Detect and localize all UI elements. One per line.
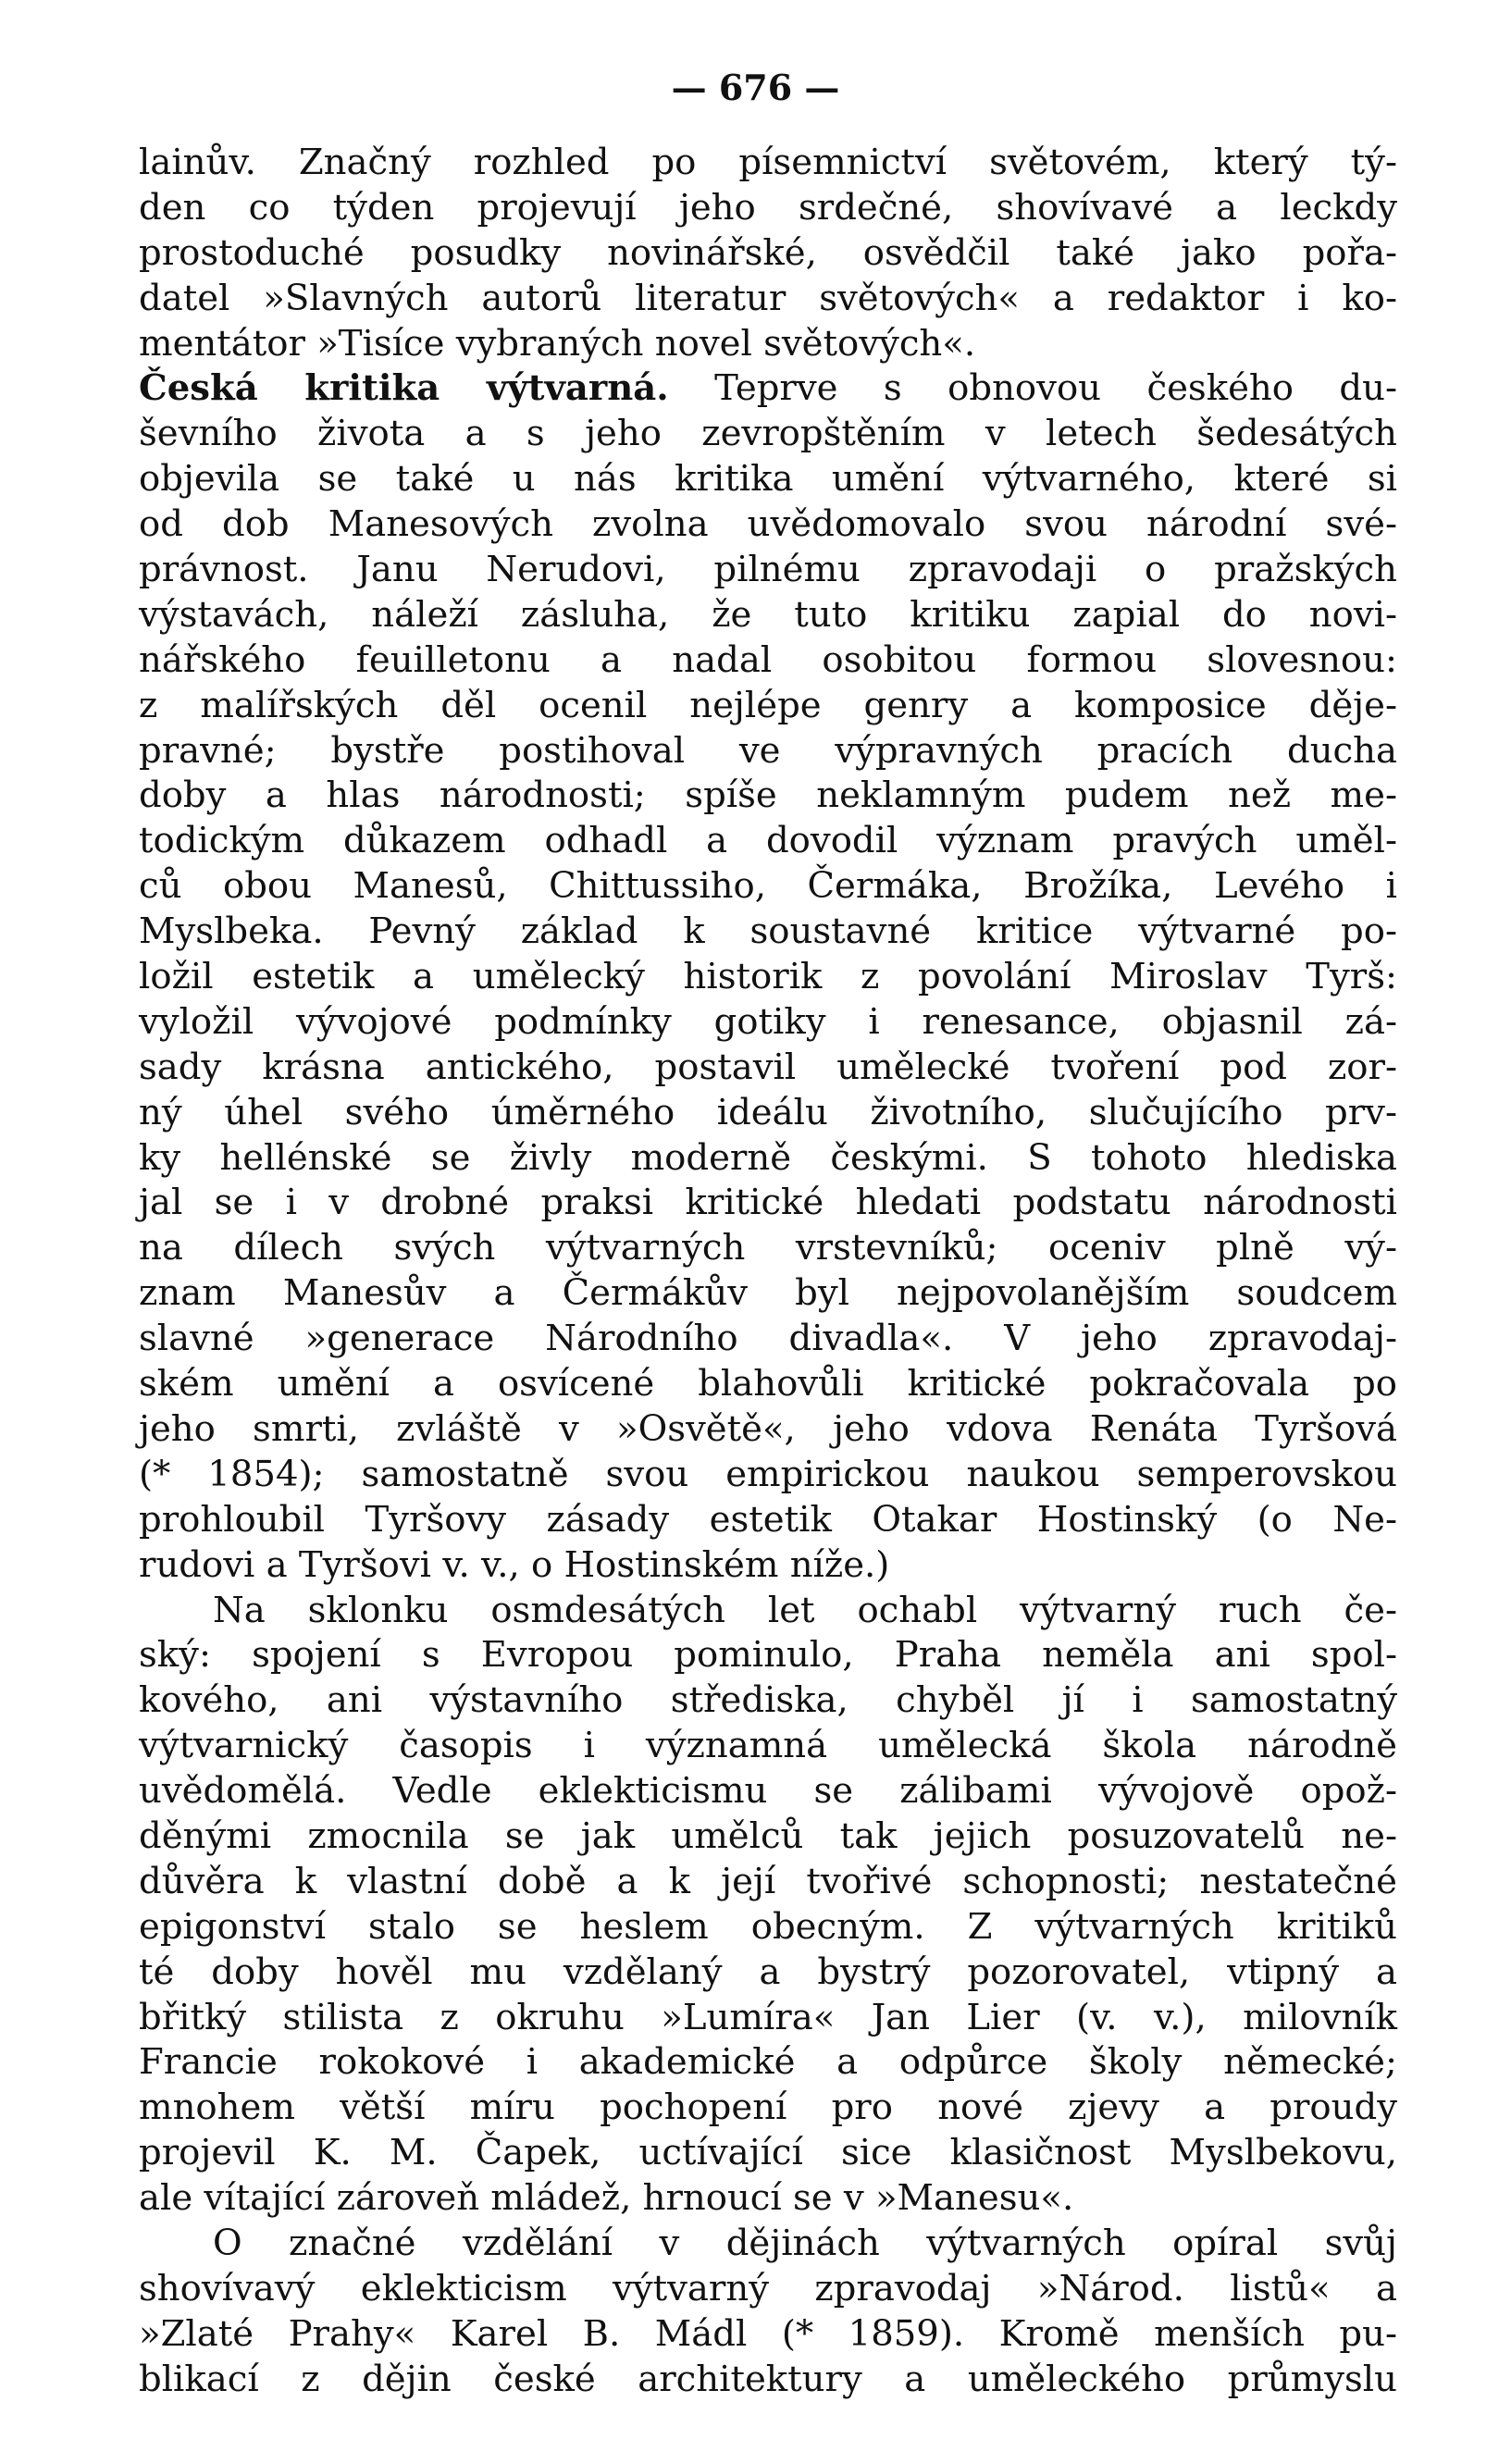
text-line: mnohem větší míru pochopení pro nové zjevy a proudy (139, 2086, 1397, 2129)
text-line: ložil estetik a umělecký historik z povolání Miroslav Tyrš: (139, 956, 1397, 998)
text-line: todickým důkazem odhadl a dovodil význam pravých uměl- (139, 820, 1397, 862)
text-line: mentátor »Tisíce vybraných novel světových«. (139, 322, 976, 365)
text-line: na dílech svých výtvarných vrstevníků; oceniv plně vý- (139, 1227, 1397, 1269)
text-line: důvěra k vlastní době a k její tvořivé schopnosti; nestatečné (139, 1860, 1397, 1902)
text-line: z malířských děl ocenil nejlépe genry a komposice děje- (139, 684, 1397, 726)
text-line-rest: Teprve s obnovou českého du- (668, 367, 1397, 410)
text-line: výtvarnický časopis i významná umělecká škola národně (139, 1725, 1397, 1767)
text-line: Francie rokokové i akademické a odpůrce školy německé; (139, 2041, 1397, 2084)
text-line: prostoduché posudky novinářské, osvědčil také jako pořa- (139, 231, 1397, 274)
text-line: den co týden projevují jeho srdečné, shovívavé a leckdy (139, 186, 1397, 229)
text-line: prohloubil Tyršovy zásady estetik Otakar Hostinský (o Ne- (139, 1498, 1397, 1541)
text-line: ševního života a s jeho zevropštěním v letech šedesátých (139, 413, 1397, 455)
text-line: slavné »generace Národního divadla«. V jeho zpravodaj- (139, 1318, 1397, 1360)
text-line: Na sklonku osmdesátých let ochabl výtvarný ruch če- (213, 1589, 1397, 1631)
text-line: ky hellénské se živly moderně českými. S tohoto hlediska (139, 1136, 1397, 1179)
text-line: O značné vzdělání v dějinách výtvarných opíral svůj (213, 2222, 1397, 2264)
text-line: kového, ani výstavního střediska, chyběl jí i samostatný (139, 1679, 1397, 1722)
text-line: uvědomělá. Vedle eklekticismu se zálibami vývojově opož- (139, 1770, 1397, 1813)
text-line: doby a hlas národnosti; spíše neklamným pudem než me- (139, 774, 1397, 817)
text-line: ském umění a osvícené blahovůli kritické pokračovala po (139, 1363, 1397, 1405)
text-line: ný úhel svého úměrného ideálu životního, slučujícího prv- (139, 1091, 1397, 1133)
text-line: ský: spojení s Evropou pominulo, Praha neměla ani spol- (139, 1634, 1397, 1677)
text-line: té doby hověl mu vzdělaný a bystrý pozorovatel, vtipný a (139, 1950, 1397, 1993)
text-line: projevil K. M. Čapek, uctívající sice klasičnost Myslbekovu, (139, 2132, 1397, 2174)
text-line: ale vítající zároveň mládež, hrnoucí se v »Manesu«. (139, 2177, 1074, 2220)
text-line: znam Manesův a Čermákův byl nejpovolanějším soudcem (139, 1272, 1397, 1315)
text-line: vyložil vývojové podmínky gotiky i renesance, objasnil zá- (139, 1000, 1397, 1043)
text-line: děnými zmocnila se jak umělců tak jejich posuzovatelů ne- (139, 1814, 1397, 1857)
text-line: lainův. Značný rozhled po písemnictví světovém, který tý- (139, 142, 1397, 183)
text-line: sady krásna antického, postavil umělecké tvoření pod zor- (139, 1046, 1397, 1088)
body-text (139, 141, 1397, 2403)
text-line: rudovi a Tyršovi v. v., o Hostinském níže.) (139, 1543, 890, 1586)
text-line: pravné; bystře postihoval ve výpravných pracích ducha (139, 729, 1397, 772)
text-line: objevila se také u nás kritika umění výtvarného, které si (139, 458, 1397, 501)
text-line: ců obou Manesů, Chittussiho, Čermáka, Brožíka, Levého i (139, 865, 1397, 908)
text-line: »Zlaté Prahy« Karel B. Mádl (* 1859). Kromě menších pu- (139, 2312, 1397, 2355)
text-line: blikací z dějin české architektury a uměleckého průmyslu (139, 2358, 1397, 2400)
page-number: — 676 — (671, 67, 840, 108)
text-line: jal se i v drobné praksi kritické hledati podstatu národnosti (139, 1182, 1397, 1224)
text-line: od dob Manesových zvolna uvědomovalo svou národní své- (139, 503, 1397, 546)
text-line: výstavách, náleží zásluha, že tuto kritiku zapial do novi- (139, 593, 1397, 636)
section-heading: Česká kritika výtvarná. (139, 367, 669, 410)
text-line: shovívavý eklekticism výtvarný zpravodaj »Národ. listů« a (139, 2267, 1397, 2309)
text-line (139, 366, 1397, 412)
text-line: jeho smrti, zvláště v »Osvětě«, jeho vdova Renáta Tyršová (139, 1407, 1397, 1450)
text-line: datel »Slavných autorů literatur světových« a redaktor i ko- (139, 277, 1397, 319)
text-line: Myslbeka. Pevný základ k soustavné kritice výtvarné po- (139, 910, 1397, 953)
text-line: nářského feuilletonu a nadal osobitou formou slovesnou: (139, 638, 1397, 681)
text-line: právnost. Janu Nerudovi, pilnému zpravodaji o pražských (139, 549, 1397, 591)
text-line: epigonství stalo se heslem obecným. Z výtvarných kritiků (139, 1905, 1397, 1948)
text-line: břitký stilista z okruhu »Lumíra« Jan Lier (v. v.), milovník (139, 1996, 1397, 2038)
text-line: (* 1854); samostatně svou empirickou naukou semperovskou (139, 1453, 1397, 1495)
